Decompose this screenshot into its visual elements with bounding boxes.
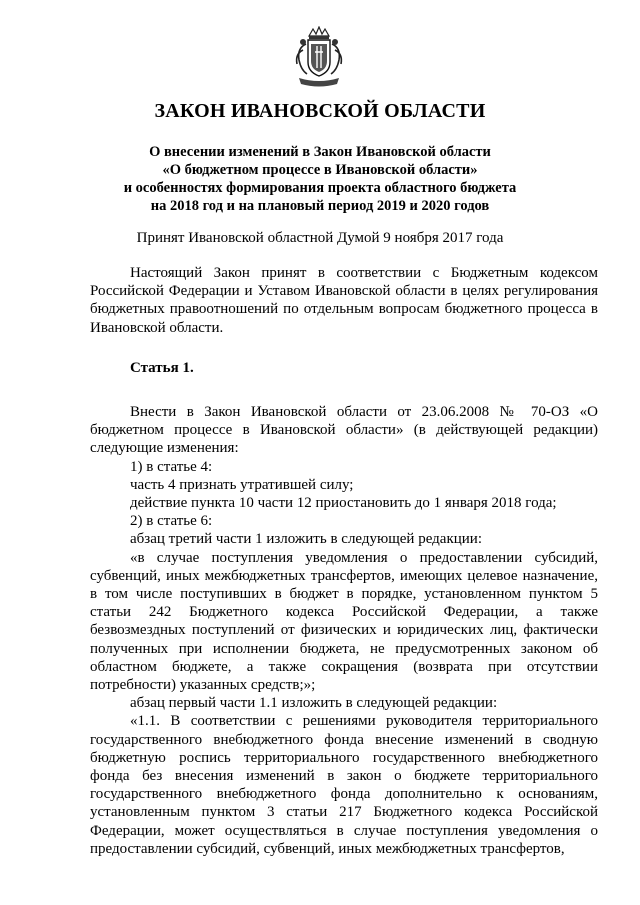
article-paragraph: Внести в Закон Ивановской области от 23.06.2008 № 70-ОЗ «О бюджетном процессе в Ивановской области» (в действующей редакции) следующие изменения: bbox=[90, 404, 598, 457]
article-heading: Статья 1. bbox=[130, 359, 194, 376]
article-paragraph: «в случае поступления уведомления о предоставлении субсидий, субвенций, иных межбюджетных трансфертов, имеющих целевое назначение, в том числе поступивших в бюджет в порядке, установленном пунктом 5 статьи 242 Бюджетного кодекса Российской Федерации, а также безвозмездных поступлений от физических и юридических лиц, фактически полученных при исполнении бюджета, не предусмотренных законом об областном бюджете, а также сокращения (возврата при отсутствии потребности) указанных средств;»; bbox=[90, 549, 598, 694]
article-paragraph: 1) в статье 4: bbox=[130, 458, 213, 475]
document-body bbox=[90, 264, 598, 858]
subtitle-line: «О бюджетном процессе в Ивановской области» bbox=[162, 162, 478, 178]
adoption-line: Принят Ивановской областной Думой 9 ноября 2017 года bbox=[136, 230, 504, 246]
article-paragraph: абзац первый части 1.1 изложить в следующей редакции: bbox=[130, 695, 498, 712]
article-paragraph: действие пункта 10 части 12 приостановить до 1 января 2018 года; bbox=[130, 495, 557, 512]
article-paragraph: «1.1. В соответствии с решениями руководителя территориального государственного внебюджетного фонда внесение изменений в сводную бюджетную роспись территориального государственного внебюджетного фонда без внесения изменений в закон о бюджете территориального государственного внебюджетного фонда дополнительно к основаниям, установленным пунктом 3 статьи 217 Бюджетного кодекса Российской Федерации, может осуществляться в случае поступления уведомления о предоставлении субсидий, субвенций, иных межбюджетных трансфертов, bbox=[90, 713, 598, 857]
preamble-paragraph: Настоящий Закон принят в соответствии с Бюджетным кодексом Российской Федерации и Уставом Ивановской области в целях регулирования бюджетных правоотношений по отдельным вопросам бюджетного процесса в Ивановской области. bbox=[90, 265, 598, 336]
coat-of-arms-icon bbox=[291, 26, 347, 90]
article-paragraph: абзац третий части 1 изложить в следующей редакции: bbox=[130, 531, 482, 548]
document-title: ЗАКОН ИВАНОВСКОЙ ОБЛАСТИ bbox=[154, 100, 486, 122]
law-subtitle bbox=[90, 143, 550, 215]
article-paragraph: 2) в статье 6: bbox=[130, 513, 213, 530]
subtitle-line: О внесении изменений в Закон Ивановской области bbox=[149, 144, 491, 160]
subtitle-line: на 2018 год и на плановый период 2019 и 2020 годов bbox=[150, 198, 490, 214]
article-paragraph: часть 4 признать утратившей силу; bbox=[130, 476, 354, 493]
subtitle-line: и особенностях формирования проекта областного бюджета bbox=[123, 180, 517, 196]
